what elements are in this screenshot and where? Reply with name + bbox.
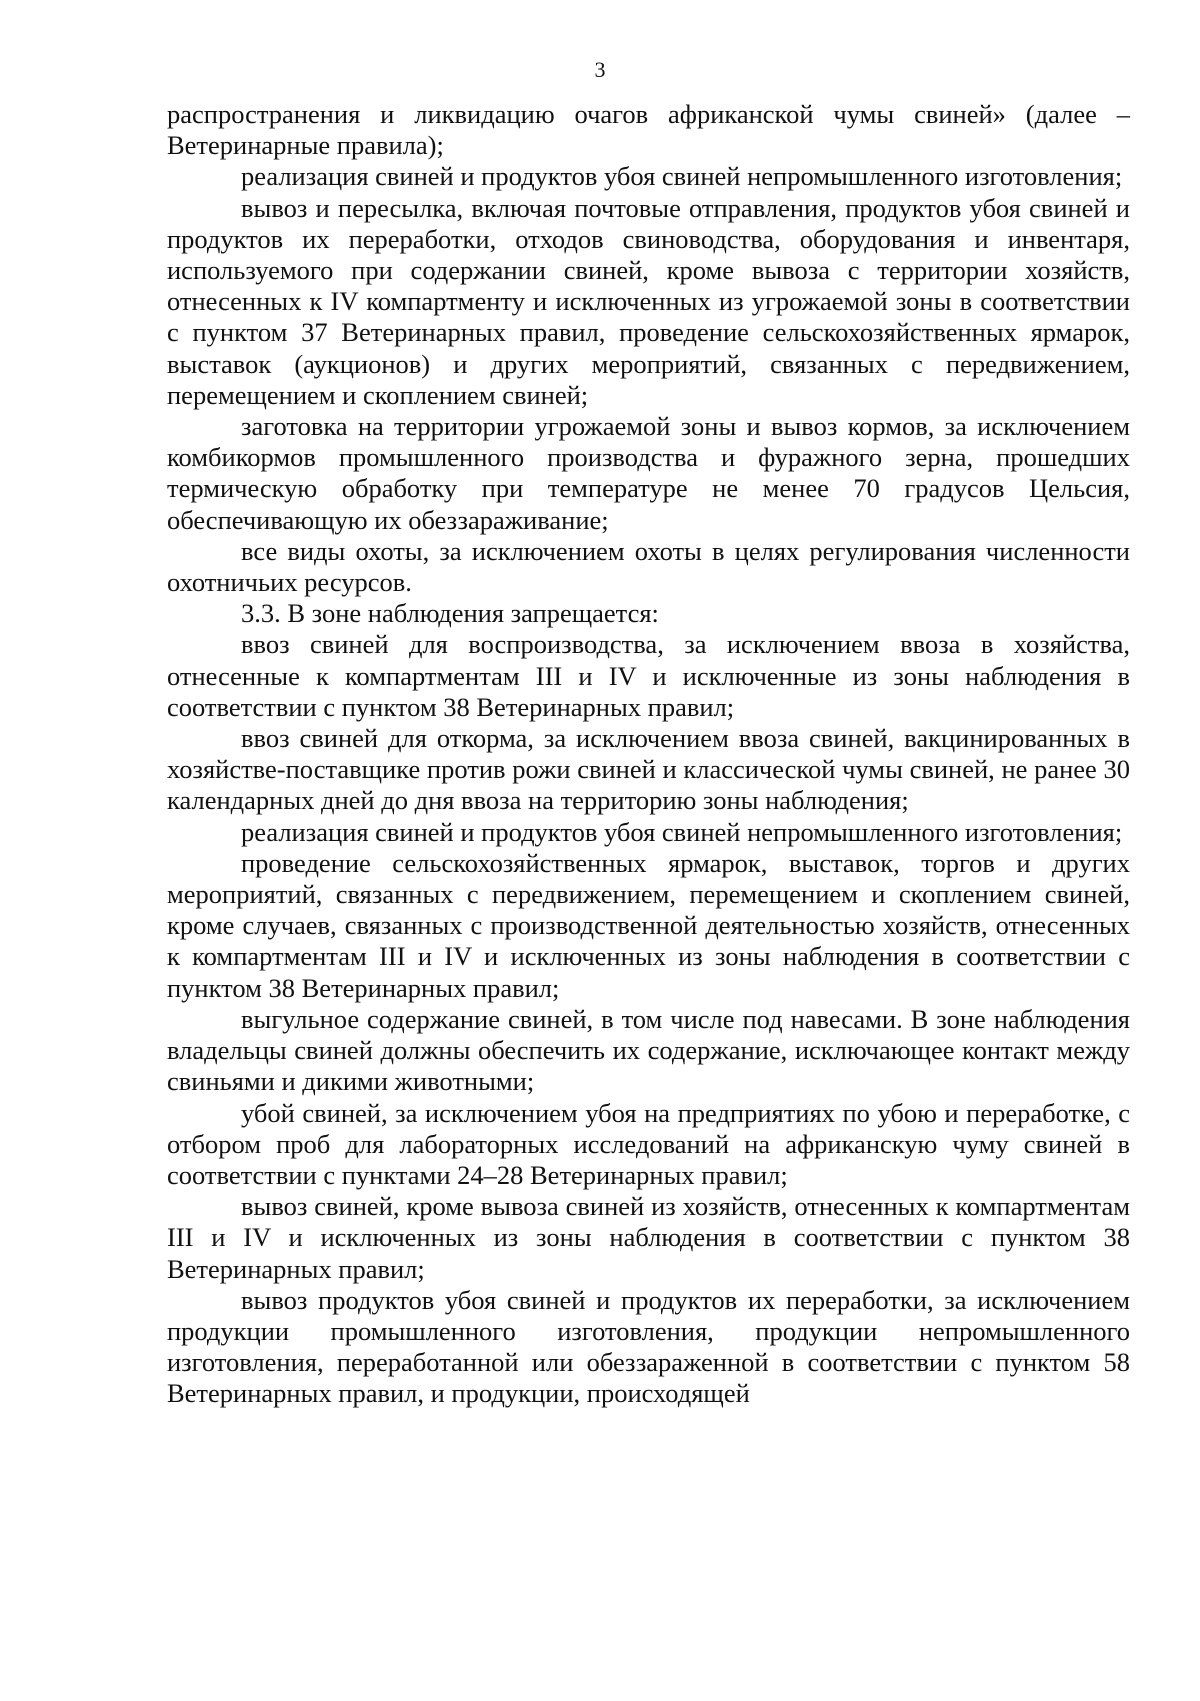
paragraph-continuation: распространения и ликвидацию очагов африканской чумы свиней» (далее – Ветеринарные правила);: [167, 99, 1130, 161]
paragraph-breeding-import: ввоз свиней для воспроизводства, за исключением ввоза в хозяйства, отнесенные к компартментам III и IV и исключенные из зоны наблюдения в соответствии с пунктом 38 Ветеринарных правил;: [167, 629, 1130, 722]
paragraph-fairs-restriction: проведение сельскохозяйственных ярмарок, выставок, торгов и других мероприятий, связанных с передвижением, перемещением и скоплением свиней, кроме случаев, связанных с производственной деятельностью хозяйств, отнесенных к компартментам III и IV и исключенных из зоны наблюдения в соответствии с пунктом 38 Ветеринарных правил;: [167, 847, 1130, 1003]
paragraph-free-range-restriction: выгульное содержание свиней, в том числе под навесами. В зоне наблюдения владельцы свиней должны обеспечить их содержание, исключающее контакт между свиньями и дикими животными;: [167, 1003, 1130, 1097]
paragraph-sale-restriction-2: реализация свиней и продуктов убоя свиней непромышленного изготовления;: [241, 816, 1123, 847]
paragraph-hunting-restriction: все виды охоты, за исключением охоты в целях регулирования численности охотничьих ресурсов.: [167, 535, 1130, 598]
paragraph-fattening-import: ввоз свиней для откорма, за исключением ввоза свиней, вакцинированных в хозяйстве-поставщике против рожи свиней и классической чумы свиней, не ранее 30 календарных дней до дня ввоза на территорию зоны наблюдения;: [167, 723, 1130, 816]
paragraph-pig-export-restriction: вывоз свиней, кроме вывоза свиней из хозяйств, отнесенных к компартментам III и IV и исключенных из зоны наблюдения в соответствии с пунктом 38 Ветеринарных правил;: [167, 1191, 1130, 1284]
paragraph-slaughter-restriction: убой свиней, за исключением убоя на предприятиях по убою и переработке, с отбором проб для лабораторных исследований на африканскую чуму свиней в соответствии с пунктами 24–28 Ветеринарных правил;: [167, 1097, 1130, 1190]
section-heading-3-3: 3.3. В зоне наблюдения запрещается:: [241, 598, 659, 629]
document-body: [167, 99, 1130, 1410]
page-number: 3: [594, 57, 606, 82]
paragraph-feed-restriction: заготовка на территории угрожаемой зоны и вывоз кормов, за исключением комбикормов промышленного производства и фуражного зерна, прошедших термическую обработку при температуре не менее 70 градусов Цельсия, обеспечивающую их обеззараживание;: [167, 411, 1130, 535]
paragraph-sale-restriction: реализация свиней и продуктов убоя свиней непромышленного изготовления;: [241, 161, 1123, 192]
paragraph-product-export-restriction: вывоз продуктов убоя свиней и продуктов их переработки, за исключением продукции промышленного изготовления, продукции непромышленного изготовления, переработанной или обеззараженной в соответствии с пунктом 58 Ветеринарных правил, и продукции, происходящей: [167, 1284, 1130, 1409]
paragraph-export-restriction: вывоз и пересылка, включая почтовые отправления, продуктов убоя свиней и продуктов их переработки, отходов свиноводства, оборудования и инвентаря, используемого при содержании свиней, кроме вывоза с территории хозяйств, отнесенных к IV компартменту и исключенных из угрожаемой зоны в соответствии с пунктом 37 Ветеринарных правил, проведение сельскохозяйственных ярмарок, выставок (аукционов) и других мероприятий, связанных с передвижением, перемещением и скоплением свиней;: [167, 192, 1130, 410]
